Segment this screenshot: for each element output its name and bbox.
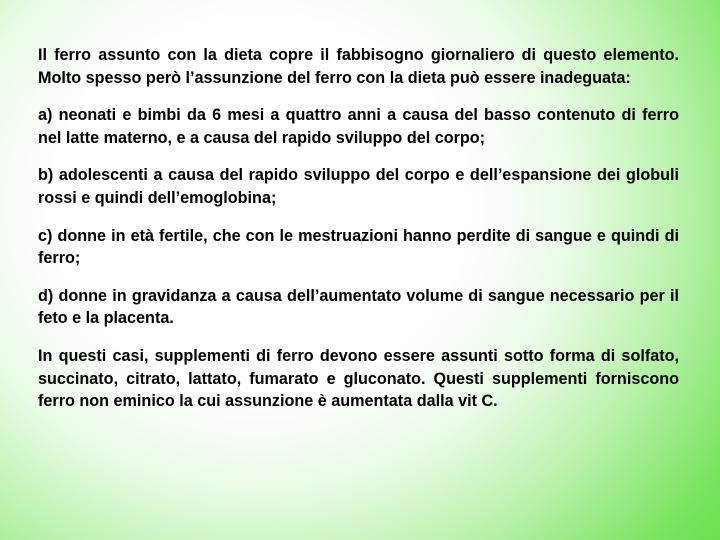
list-item-c: c) donne in età fertile, che con le mestruazioni hanno perdite di sangue e quindi di ferro; (38, 226, 679, 268)
conclusion-paragraph: In questi casi, supplementi di ferro devono essere assunti sotto forma di solfato, succinato, citrato, lattato, fumarato e gluconato. Questi supplementi forniscono ferro non eminico la cui assunzione è aumentata dalla vit C. (38, 346, 679, 411)
list-item-d: d) donne in gravidanza a causa dell’aumentato volume di sangue necessario per il feto e la placenta. (38, 286, 679, 328)
list-item-a: a) neonati e bimbi da 6 mesi a quattro anni a causa del basso contenuto di ferro nel latte materno, e a causa del rapido sviluppo del corpo; (38, 106, 679, 147)
intro-paragraph: Il ferro assunto con la dieta copre il fabbisogno giornaliero di questo elemento. Molto spesso però l’assunzione del ferro con la dieta può essere inadeguata: (38, 46, 679, 87)
slide-text-body (38, 44, 679, 413)
list-item-b: b) adolescenti a causa del rapido sviluppo del corpo e dell’espansione dei globuli rossi e quindi dell’emoglobina; (38, 166, 679, 207)
